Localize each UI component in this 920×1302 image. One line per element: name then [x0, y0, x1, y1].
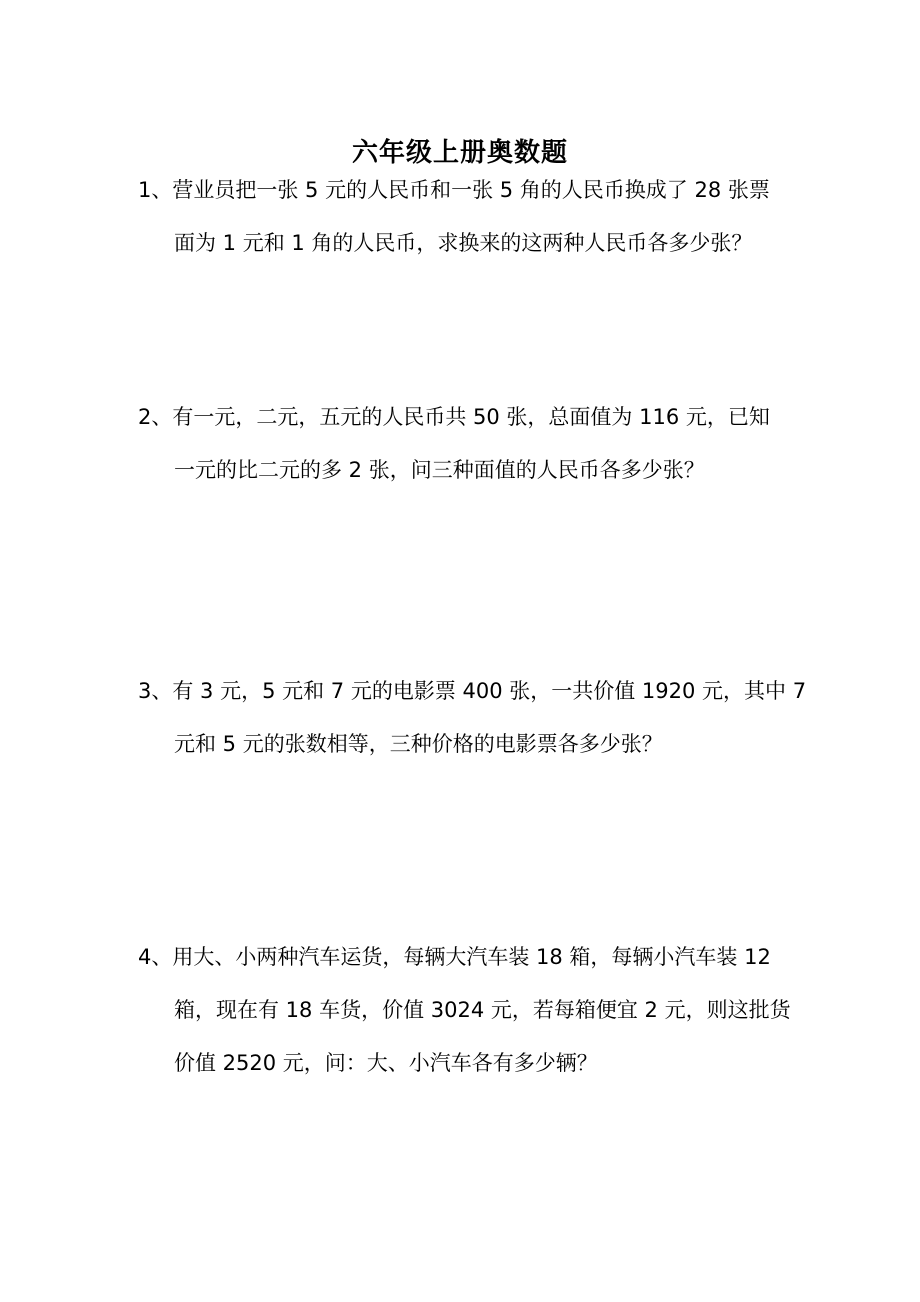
question-2-line-1: 2、有一元，二元，五元的人民币共 50 张，总面值为 116 元，已知 — [138, 405, 770, 429]
question-3 — [138, 665, 807, 771]
question-2 — [138, 391, 788, 497]
question-1 — [138, 164, 788, 270]
question-3-line-1: 3、有 3 元，5 元和 7 元的电影票 400 张，一共价值 1920 元，其中 7 — [138, 679, 807, 703]
question-4-line-2: 箱，现在有 18 车货，价值 3024 元，若每箱便宜 2 元，则这批货 — [174, 998, 791, 1022]
page-title: 六年级上册奥数题 — [351, 138, 568, 169]
question-4-line-3: 价值 2520 元，问：大、小汽车各有多少辆？ — [174, 1051, 598, 1075]
question-4 — [138, 931, 791, 1090]
question-3-line-2: 元和 5 元的张数相等，三种价格的电影票各多少张？ — [174, 732, 663, 756]
question-1-line-1: 1、营业员把一张 5 元的人民币和一张 5 角的人民币换成了 28 张票 — [138, 178, 770, 202]
question-1-line-2: 面为 1 元和 1 角的人民币，求换来的这两种人民币各多少张？ — [174, 231, 753, 255]
question-2-line-2: 一元的比二元的多 2 张，问三种面值的人民币各多少张？ — [174, 458, 705, 482]
question-4-line-1: 4、用大、小两种汽车运货，每辆大汽车装 18 箱，每辆小汽车装 12 — [138, 945, 771, 969]
